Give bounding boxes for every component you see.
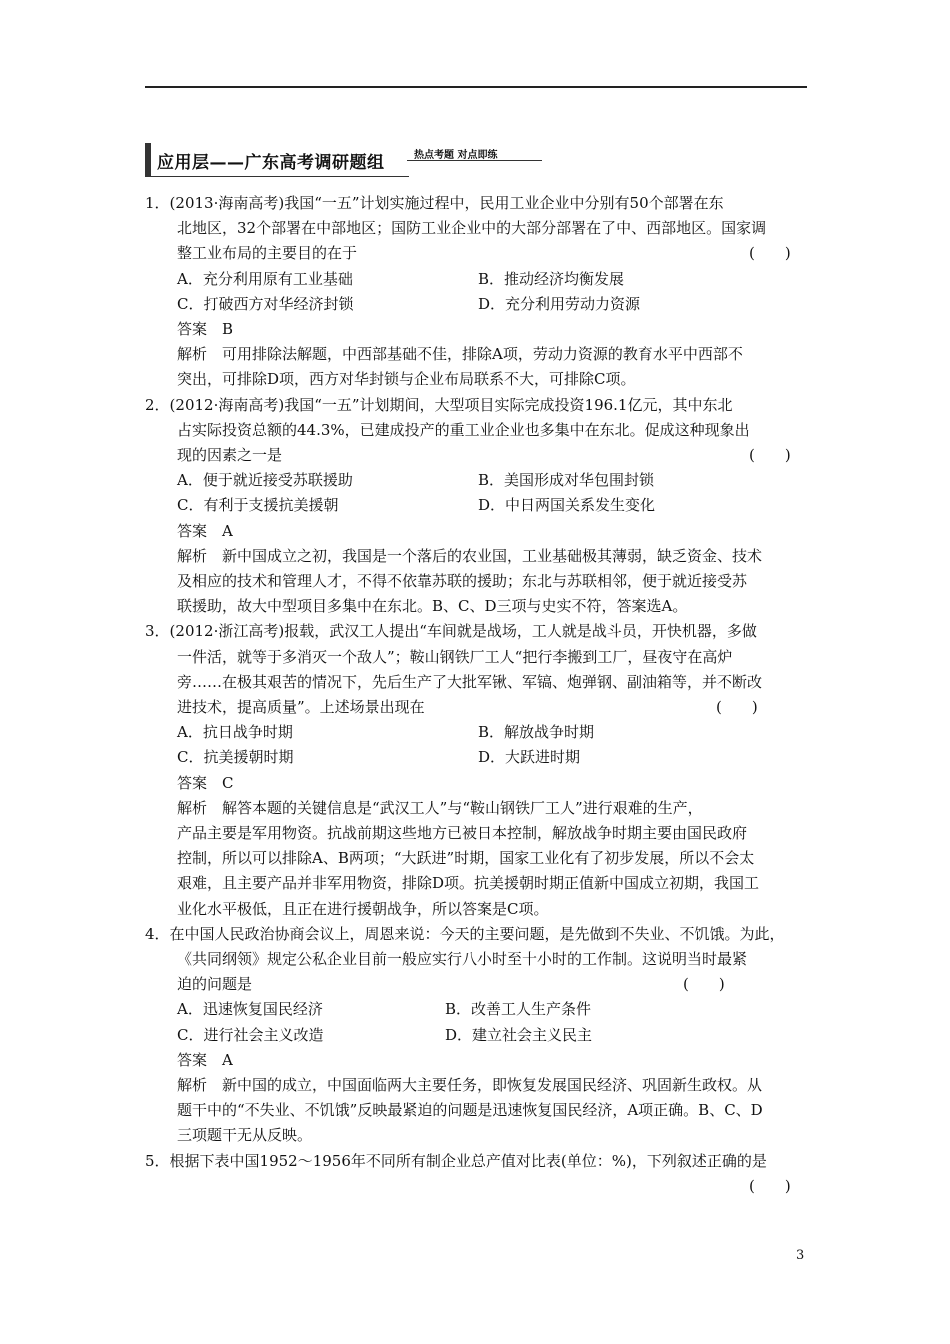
q2-answer-blank: ( ) <box>749 446 791 464</box>
q3-analysis-line: 解析 解答本题的关键信息是“武汉工人”与“鞍山钢铁厂工人”进行艰难的生产， <box>177 799 703 817</box>
top-rule <box>145 86 807 88</box>
section-title-underline <box>145 176 409 177</box>
section-tag: 热点考题 对点即练 <box>414 150 498 161</box>
page-number: 3 <box>796 1248 805 1263</box>
q1-option-b: B．推动经济均衡发展 <box>478 270 625 288</box>
q4-option-a: A．迅速恢复国民经济 <box>177 1000 323 1018</box>
q1-analysis-line: 解析 可用排除法解题，中西部基础不佳，排除A项，劳动力资源的教育水平中西部不 <box>177 345 743 363</box>
q5-stem-line: 5．根据下表中国1952～1956年不同所有制企业总产值对比表(单位：%)，下列叙述正确的是 <box>145 1152 767 1170</box>
q1-answer: 答案 B <box>177 320 234 338</box>
q2-analysis-line: 及相应的技术和管理人才，不得不依靠苏联的援助；东北与苏联相邻，便于就近接受苏 <box>177 572 748 590</box>
q1-stem-line: 北地区，32个部署在中部地区；国防工业企业中的大部分部署在了中、西部地区。国家调 <box>177 219 767 237</box>
q3-stem-line: 旁……在极其艰苦的情况下，先后生产了大批军锹、军镐、炮弹钢、副油箱等，并不断改 <box>177 673 763 691</box>
q3-option-d: D．大跃进时期 <box>478 748 581 766</box>
q1-stem-line: 1．(2013·海南高考)我国“一五”计划实施过程中，民用工业企业中分别有50个部署在东 <box>145 194 724 212</box>
q3-analysis-line: 业化水平极低，且正在进行援朝战争，所以答案是C项。 <box>177 900 549 918</box>
q3-option-a: A．抗日战争时期 <box>177 723 293 741</box>
q3-analysis-line: 控制，所以可以排除A、B两项；“大跃进”时期，国家工业化有了初步发展，所以不会太 <box>177 849 755 867</box>
q3-stem-line: 3．(2012·浙江高考)报载，武汉工人提出“车间就是战场，工人就是战斗员，开快机器，多做 <box>145 622 757 640</box>
q2-answer: 答案 A <box>177 522 233 540</box>
q1-analysis-line: 突出，可排除D项，西方对华封锁与企业布局联系不大，可排除C项。 <box>177 370 636 388</box>
q2-option-d: D．中日两国关系发生变化 <box>478 496 656 514</box>
q4-option-b: B．改善工人生产条件 <box>445 1000 592 1018</box>
q1-option-a: A．充分利用原有工业基础 <box>177 270 353 288</box>
q4-stem-line: 4．在中国人民政治协商会议上，周恩来说：今天的主要问题，是先做到不失业、不饥饿。为此， <box>145 925 785 943</box>
q4-stem-line: 《共同纲领》规定公私企业目前一般应实行八小时至十小时的工作制。这说明当时最紧 <box>177 950 748 968</box>
q4-option-c: C．进行社会主义改造 <box>177 1026 324 1044</box>
q2-analysis-line: 解析 新中国成立之初，我国是一个落后的农业国，工业基础极其薄弱，缺乏资金、技术 <box>177 547 763 565</box>
q3-answer: 答案 C <box>177 774 234 792</box>
q3-stem-line: 一件活，就等于多消灭一个敌人”；鞍山钢铁厂工人“把行李搬到工厂，昼夜守在高炉 <box>177 648 733 666</box>
q4-analysis-line: 题干中的“不失业、不饥饿”反映最紧迫的问题是迅速恢复国民经济，A项正确。B、C、D <box>177 1101 763 1119</box>
q2-analysis-line: 联援助，故大中型项目多集中在东北。B、C、D三项与史实不符，答案选A。 <box>177 597 688 615</box>
q1-answer-blank: ( ) <box>749 244 791 262</box>
q2-option-c: C．有利于支援抗美援朝 <box>177 496 339 514</box>
section-title: 应用层——广东高考调研题组 <box>157 153 385 173</box>
q4-stem-line: 迫的问题是 <box>177 975 253 993</box>
q2-stem-line: 占实际投资总额的44.3%，已建成投产的重工业企业也多集中在东北。促成这种现象出 <box>177 421 750 439</box>
q4-answer-blank: ( ) <box>683 975 725 993</box>
q5-answer-blank: ( ) <box>749 1177 791 1195</box>
q2-stem-line: 2．(2012·海南高考)我国“一五”计划期间，大型项目实际完成投资196.1亿元，其中东北 <box>145 396 733 414</box>
q3-analysis-line: 产品主要是军用物资。抗战前期这些地方已被日本控制，解放战争时期主要由国民政府 <box>177 824 748 842</box>
q4-analysis-line: 三项题干无从反映。 <box>177 1126 313 1144</box>
q2-option-b: B．美国形成对华包围封锁 <box>478 471 655 489</box>
q2-option-a: A．便于就近接受苏联援助 <box>177 471 353 489</box>
q2-stem-line: 现的因素之一是 <box>177 446 283 464</box>
q3-option-b: B．解放战争时期 <box>478 723 595 741</box>
q1-option-d: D．充分利用劳动力资源 <box>478 295 641 313</box>
q4-option-d: D．建立社会主义民主 <box>445 1026 593 1044</box>
q4-analysis-line: 解析 新中国的成立，中国面临两大主要任务，即恢复发展国民经济、巩固新生政权。从 <box>177 1076 763 1094</box>
q3-option-c: C．抗美援朝时期 <box>177 748 294 766</box>
section-header-bar <box>145 143 151 176</box>
q4-answer: 答案 A <box>177 1051 233 1069</box>
section-header <box>145 143 807 176</box>
q3-answer-blank: ( ) <box>716 698 758 716</box>
q3-analysis-line: 艰难，且主要产品并非军用物资，排除D项。抗美援朝时期正值新中国成立初期，我国工 <box>177 874 760 892</box>
q1-option-c: C．打破西方对华经济封锁 <box>177 295 354 313</box>
q1-stem-line: 整工业布局的主要目的在于 <box>177 244 358 262</box>
q3-stem-line: 进技术，提高质量”。上述场景出现在 <box>177 698 425 716</box>
